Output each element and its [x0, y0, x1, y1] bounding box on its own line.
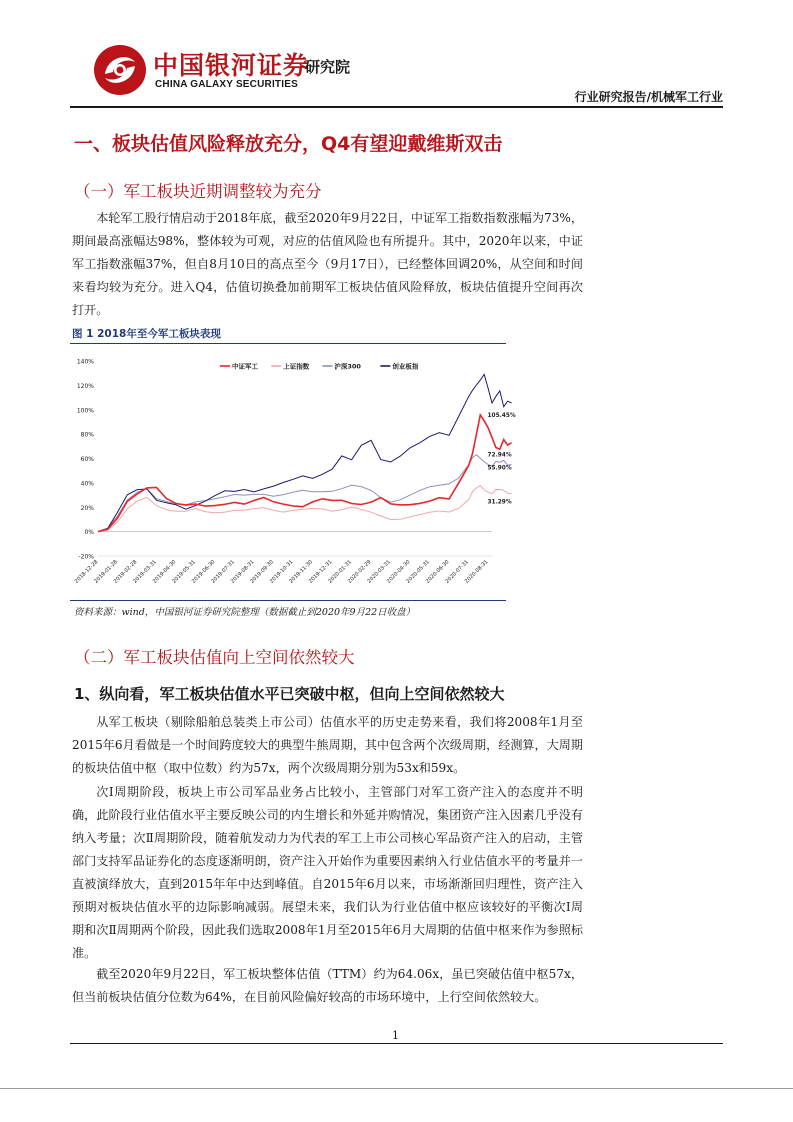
- x-tick-label: 2019-09-30: [249, 559, 275, 585]
- section-title: 一、板块估值风险释放充分，Q4有望迎戴维斯双击: [74, 133, 503, 155]
- y-tick-label: 80%: [80, 431, 94, 439]
- figure-caption: 图 1 2018年至今军工板块表现: [72, 328, 221, 340]
- logo-chinese-name: 中国银河证券: [153, 51, 310, 80]
- x-tick-label: 2019-07-31: [210, 559, 236, 585]
- x-tick-label: 2019-01-28: [93, 559, 119, 585]
- logo-institute: 研究院: [305, 58, 351, 76]
- figure-top-rule: [70, 343, 506, 344]
- x-tick-label: 2019-11-30: [288, 559, 314, 585]
- figure-bottom-rule: [70, 600, 506, 601]
- x-tick-label: 2019-05-31: [171, 559, 197, 585]
- x-tick-label: 2019-12-31: [307, 559, 334, 585]
- x-tick-label: 2019-08-31: [229, 559, 256, 585]
- x-tick-label: 2019-06-30: [190, 559, 217, 585]
- paragraph-1: 本轮军工股行情启动于2018年底，截至2020年9月22日，中证军工指数指数涨幅为73%，期间最高涨幅达98%，整体较为可观，对应的估值风险也有所提升。其中，2020年以来，中证军工指数涨幅37%，但自8月10日的高点至今（9月17日），已经整体回调20%，从空间和时间来看均较为充分。进入Q4，估值切换叠加前期军工板块估值风险释放，板块估值提升空间再次打开。: [72, 211, 583, 317]
- chart-end-labels: [488, 413, 516, 505]
- paragraph-3: 次Ⅰ周期阶段，板块上市公司军品业务占比较小，主管部门对军工资产注入的态度并不明确，此阶段行业估值水平主要反映公司的内生增长和外延并购情况，集团资产注入因素几乎没有纳入考量；次Ⅱ周期阶段，随着航发动力为代表的军工上市公司核心军品资产注入的启动，主管部门支持军品证券化的态度逐渐明朗，资产注入开始作为重要因素纳入行业估值水平的考量并一直被演绎放大，直到2015年年中达到峰值。自2015年6月以来，市场渐渐回归理性，资产注入预期对板块估值水平的边际影响减弱。展望未来，我们认为行业估值中枢应该较好的平衡次Ⅰ周期和次Ⅱ周期两个阶段，因此我们选取2008年1月至2015年6月大周期的估值中枢来作为参照标准。: [72, 785, 583, 960]
- x-tick-label: 2020-03-31: [366, 559, 392, 585]
- x-tick-label: 2020-04-30: [385, 559, 412, 585]
- header-divider: [70, 106, 723, 108]
- y-tick-label: 120%: [76, 382, 94, 390]
- series-line-2: [98, 452, 512, 532]
- x-tick-label: 2020-06-30: [424, 559, 451, 585]
- series-line-3: [98, 374, 512, 531]
- end-value-label: 105.45%: [487, 413, 516, 420]
- x-tick-label: 2020-07-31: [444, 559, 471, 585]
- x-tick-label: 2019-04-30: [151, 559, 178, 585]
- y-tick-label: 60%: [80, 456, 94, 463]
- series-line-0: [98, 415, 512, 532]
- x-tick-label: 2020-05-31: [405, 559, 431, 585]
- y-tick-label: 140%: [76, 358, 94, 366]
- legend-label: 创业板指: [392, 362, 419, 371]
- x-tick-label: 2019-03-31: [132, 559, 158, 585]
- y-tick-label: -20%: [78, 553, 94, 561]
- x-tick-label: 2018-12-28: [73, 559, 100, 585]
- page-bottom-rule: [0, 1088, 793, 1089]
- footer-divider: [70, 1043, 723, 1044]
- y-tick-label: 0%: [84, 529, 94, 537]
- legend-label: 上证指数: [283, 362, 310, 371]
- page-number: 1: [392, 1029, 399, 1042]
- subsection-title-1: （一）军工板块近期调整较为充分: [74, 182, 322, 201]
- legend-label: 中证军工: [232, 362, 258, 371]
- y-tick-label: 40%: [80, 480, 94, 488]
- x-tick-label: 2020-01-31: [327, 559, 353, 585]
- logo-english-name: CHINA GALAXY SECURITIES: [155, 79, 298, 90]
- paragraph-2: 从军工板块（剔除船舶总装类上市公司）估值水平的历史走势来看，我们将2008年1月至2015年6月看做是一个时间跨度较大的典型牛熊周期，其中包含两个次级周期，经测算，大周期的板块估值中枢（取中位数）约为57x，两个次级周期分别为53x和59x。: [72, 715, 583, 775]
- y-tick-label: 20%: [80, 504, 94, 512]
- end-value-label: 31.29%: [487, 499, 512, 506]
- x-tick-label: 2019-10-31: [268, 559, 295, 585]
- chart-legend: [220, 362, 419, 371]
- legend-label: 沪深300: [334, 362, 361, 371]
- x-tick-label: 2020-08-31: [463, 559, 490, 585]
- chart-axes: [74, 359, 492, 585]
- end-value-label: 55.90%: [487, 465, 512, 472]
- x-tick-label: 2020-02-29: [346, 559, 373, 585]
- logo: [93, 44, 383, 96]
- subsection-title-2: （二）军工板块估值向上空间依然较大: [74, 648, 355, 667]
- sub-heading-1: 1、纵向看，军工板块估值水平已突破中枢，但向上空间依然较大: [74, 685, 505, 703]
- report-category-label: 行业研究报告/机械军工行业: [574, 90, 723, 104]
- galaxy-logo-icon: [93, 44, 147, 96]
- paragraph-4: 截至2020年9月22日，军工板块整体估值（TTM）约为64.06x，虽已突破估值中枢57x，但当前板块估值分位数为64%，在目前风险偏好较高的市场环境中，上行空间依然较大。: [72, 967, 583, 1004]
- y-tick-label: 100%: [76, 407, 94, 415]
- x-tick-label: 2019-02-28: [112, 559, 139, 585]
- performance-line-chart: [70, 346, 516, 598]
- end-value-label: 72.94%: [487, 452, 512, 459]
- figure-source: 资料来源：wind，中国银河证券研究院整理（数据截止到2020年9月22日收盘）: [74, 607, 416, 618]
- chart-series: [98, 374, 512, 531]
